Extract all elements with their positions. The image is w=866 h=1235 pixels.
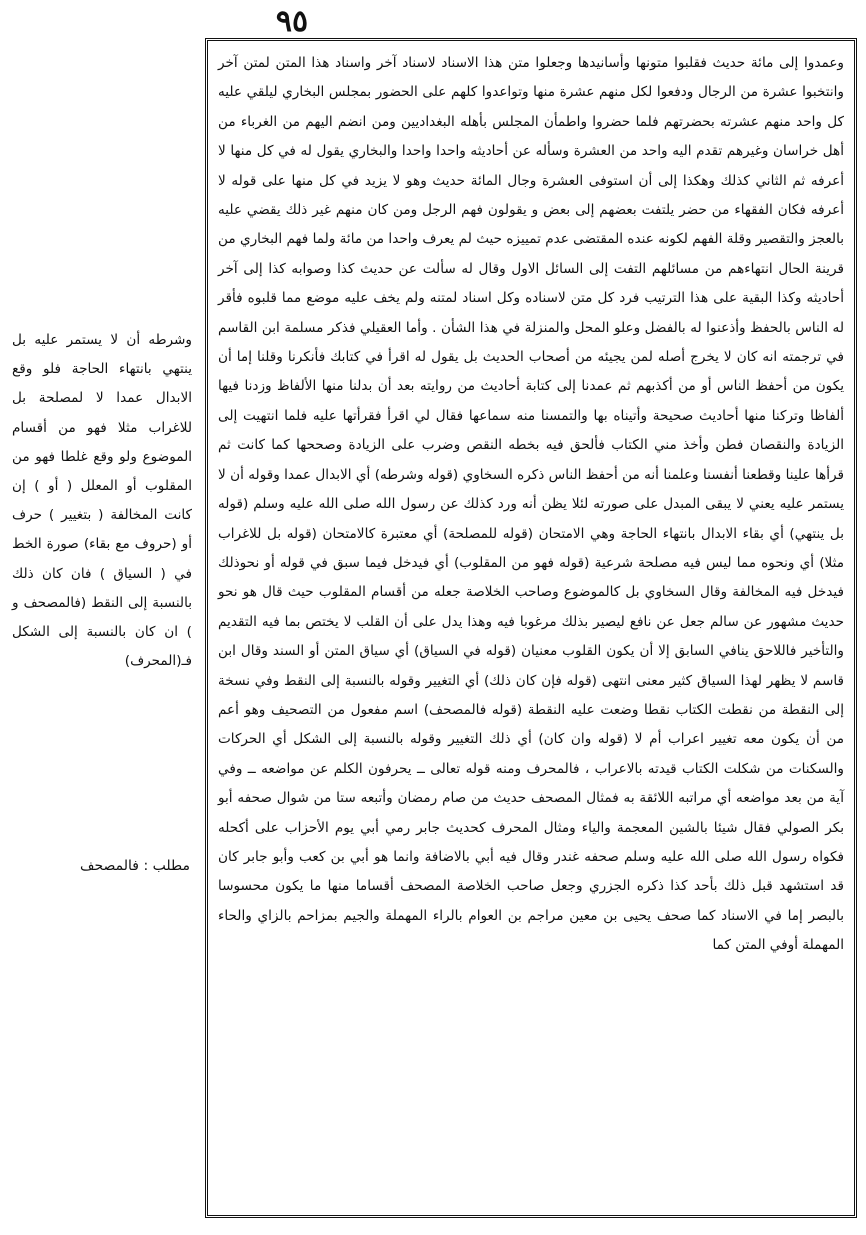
matn-margin-text — [12, 326, 192, 676]
commentary-frame — [205, 38, 857, 1218]
commentary-text: وعمدوا إلى مائة حديث فقلبوا متونها وأسانيدها وجعلوا متن هذا الاسناد لاسناد آخر واسناد هذا المتن لمتن آخر وانتخبوا عشرة من الرجال ودفعوا لكل منهم عشرة منها وتواعدوا كلهم على الحضور بمجلس البخاري ليلقي عليه كل واحد منهم عشرته بحضرتهم فلما حضروا واطمأن المجلس بأهله البغداديين ومن انضم اليهم من الغرباء من أهل خراسان وغيرهم تقدم اليه واحد من العشرة وسأله عن أحاديثه واحدا واحدا والبخاري يقول له في كل منها لا أعرفه ثم الثاني كذلك وهكذا إلى أن استوفى العشرة وجال المائة حديث وهو لا يزيد في كل منها على قوله لا أعرفه فكان الفقهاء من حضر يلتفت بعضهم إلى بعض و يقولون فهم الرجل ومن كان منهم غير ذلك يقضي عليه بالعجز والتقصير وقلة الفهم لكونه عنده المقتضى عدم تمييزه حيث لم يعرف واحدا من مائة ولما فهم البخاري من قرينة الحال انتهاءهم من مسائلهم التفت إلى السائل الاول وقال له سألت عن حديث كذا وصوابه كذا إلى آخر أحاديثه وكذا البقية على هذا الترتيب فرد كل متن لاسناده وكل اسناد لمتنه ولم يخف عليه موضع مما قلبوه فأقر له الناس بالحفظ وأذعنوا له بالفضل وعلو المحل والمنزلة في هذا الشأن . وأما العقيلي فذكر مسلمة ابن القاسم في ترجمته انه كان لا يخرج أصله لمن يجيئه من أصحاب الحديث بل يقول له اقرأ في كتابك فأنكرنا وقلنا إما أن يكون من أحفظ الناس أو من أكذبهم ثم عمدنا إلى كتابة أحاديث من روايته بعد أن بدلنا منها الألفاظ وزدنا فيها ألفاظا وتركنا منها أحاديث صحيحة وأتيناه بها والتمسنا منه سماعها فقال لي اقرأ فقرأتها عليه فلما انتهيت إلى الزيادة والنقصان فطن وأخذ مني الكتاب فألحق فيه بخطه النقص وضرب على الزيادة وصححها كما كانت ثم قرأها علينا وقطعنا أنفسنا وعلمنا أنه من أحفظ الناس ذكره السخاوي (قوله وشرطه) أي الابدال عمدا وقوله أن لا يستمر عليه يعني لا يبقى المبدل على صورته لئلا يظن أنه ورد كذلك عن رسول الله صلى الله عليه وسلم (قوله بل ينتهي) أي بقاء الابدال بانتهاء الحاجة وهي الامتحان (قوله للمصلحة) أي معتبرة كالامتحان (قوله بل للاغراب مثلا) أي ونحوه مما ليس فيه مصلحة شرعية (قوله فهو من المقلوب) أي فيدخل فيما سبق في قوله أو نحوذلك فيدخل فيه المخالفة وقال السخاوي بل كالموضوع وصاحب الخلاصة جعله من أقسام المقلوب حيث قال هو نحو حديث مشهور عن سالم جعل عن نافع ليصير بذلك مرغوبا فيه وهذا يدل على أن القلب لا يختص بما فيه التقديم والتأخير فاللاحق ينافي السابق إلا أن يكون القلوب معنيان (قوله في السياق) أي سياق المتن أو السند وقال ابن قاسم لا يظهر لهذا السياق كثير معنى انتهى (قوله فإن كان ذلك) أي التغيير وقوله بالنسبة إلى النقط وفي نسخة إلى النقطة من نقطت الكتاب نقطا وضعت عليه النقطة (قوله فالمصحف) اسم مفعول من التصحيف وهو أعم من أن يكون معه تغيير اعراب أم لا (قوله وان كان) أي ذلك التغيير وقوله بالنسبة إلى الشكل أي الحركات والسكنات من شكلت الكتاب قيدته بالاعراب ، فالمحرف ومنه قوله تعالى ــ يحرفون الكلم عن مواضعه ــ وفي آية من بعد مواضعه أي مراتبه اللائقة به فمثال المصحف حديث من صام رمضان وأتبعه ستا من شوال صحفه أبو بكر الصولي فقال شيئا بالشين المعجمة والياء ومثال المحرف كحديث جابر رمي أبي يوم الأحزاب على أكحله فكواه رسول الله صلى الله عليه وسلم صحفه غندر وقال فيه أبي بالاضافة وانما هو أبي بن كعب وأبو جابر كان قد استشهد قبل ذلك بأحد كذا ذكره الجزري وجعل صاحب الخلاصة المصحف أقساما منها ما يكون محسوسا بالبصر إما في الاسناد كما صحف يحيى بن معين مراجم بن العوام بالراء المهملة والجيم بمزاحم بالزاي والحاء المهملة أوفي المتن كما — [218, 55, 844, 954]
margin-heading-note: مطلب : فالمصحف — [80, 858, 190, 874]
margin-paragraph: وشرطه أن لا يستمر عليه بل ينتهي بانتهاء الحاجة فلو وقع الابدال عمدا لا لمصلحة بل للاغراب مثلا فهو من أقسام الموضوع ولو وقع غلطا فهو من المقلوب أو المعلل ( أو ) إن كانت المخالفة ( بتغيير ) حرف أو (حروف مع بقاء) صورة الخط في ( السياق ) فان كان ذلك بالنسبة إلى النقط (فالمصحف و ) ان كان بالنسبة إلى الشكل فـ(المحرف) — [12, 332, 192, 670]
page-number: ٩٥ — [275, 4, 309, 39]
